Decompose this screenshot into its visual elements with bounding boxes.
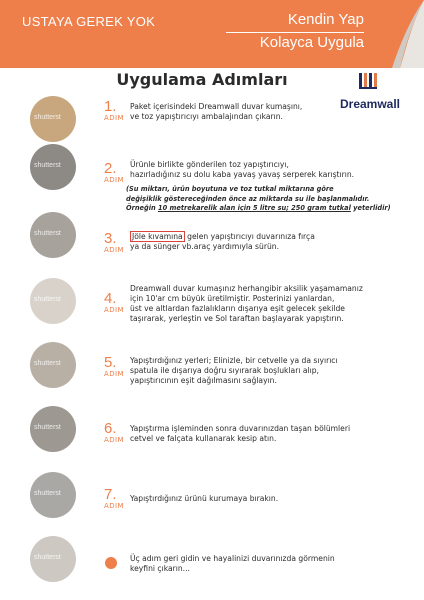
header-tagline: USTAYA GEREK YOK	[22, 14, 156, 29]
step-label: ADIM	[104, 246, 124, 254]
circle-icon	[104, 556, 118, 570]
step-4-photo: shutterst	[30, 278, 76, 324]
step-label: ADIM	[104, 436, 124, 444]
slogan-line-1: Kendin Yap	[226, 10, 364, 33]
step-number: 1.	[104, 98, 117, 115]
final-step-photo: shutterst	[30, 536, 76, 582]
step-2-photo: shutterst	[30, 144, 76, 190]
step-label: ADIM	[104, 176, 124, 184]
step-number: 2.	[104, 160, 117, 177]
highlighted-phrase: Jöle kıvamına	[132, 232, 183, 241]
step-number: 6.	[104, 420, 117, 437]
page-curl-icon	[370, 0, 424, 68]
step-number: 3.	[104, 230, 117, 247]
step-text: Jöle kıvamına gelen yapıştırıcıyı duvarınıza fırça ya da sünger vb.araç yardımıyla sürün.	[130, 232, 315, 251]
step-number: 4.	[104, 290, 117, 307]
header-banner	[0, 0, 424, 68]
step-2-note: (Su miktarı, ürün boyutuna ve toz tutkal miktarına göre değişiklik göstereceğinden önce az miktarda su ile başlanmalıdır. Örneğin 10 metrekarelik alan için 5 litre su; 250 gram tutkal yeterlidir)	[126, 185, 391, 213]
step-text: Üç adım geri gidin ve hayalinizi duvarınızda görmenin keyfini çıkarın...	[130, 554, 335, 573]
header-slogan	[226, 10, 364, 53]
step-text: Yapıştırdığınız yerleri; Elinizle, bir cetvelle ya da sıyırıcı spatula ile dışarıya doğru sıyırarak boşlukları alıp, yapıştırıcının eşit dağılmasını sağlayın.	[130, 356, 338, 385]
logo-brand-name: Dreamwall	[339, 97, 401, 111]
step-6-photo: shutterst	[30, 406, 76, 452]
step-number: 7.	[104, 486, 117, 503]
step-label: ADIM	[104, 114, 124, 122]
step-7-photo: shutterst	[30, 472, 76, 518]
step-text: Ürünle birlikte gönderilen toz yapıştırıcıyı, hazırladığınız su dolu kaba yavaş yavaş serperek karıştırın.	[130, 160, 355, 179]
step-5-photo: shutterst	[30, 342, 76, 388]
step-number: 5.	[104, 354, 117, 371]
step-label: ADIM	[104, 370, 124, 378]
step-text: Dreamwall duvar kumaşınız herhangibir aksilik yaşamamanız için 10'ar cm büyük üretilmiştir. Posterinizi yanlardan, üst ve altlardan fazlalıkların dışarıya eşit gelecek şekilde taşırarak, yerleştin ve Sol taraftan başlayarak yapıştırın.	[130, 284, 363, 323]
page-title: Uygulama Adımları	[116, 70, 288, 89]
step-text: Yapıştırdığınız ürünü kurumaya bırakın.	[130, 494, 279, 503]
step-label: ADIM	[104, 502, 124, 510]
step-text: Paket içerisindeki Dreamwall duvar kumaşını, ve toz yapıştırıcıyı ambalajından çıkarın.	[130, 102, 303, 121]
slogan-line-2: Kolayca Uygula	[259, 34, 364, 51]
step-3-photo: shutterst	[30, 212, 76, 258]
step-text: Yapıştırma işleminden sonra duvarınızdan taşan bölümleri cetvel ve falçata kullanarak kesip atın.	[130, 424, 351, 443]
step-1-photo: shutterst	[30, 96, 76, 142]
step-label: ADIM	[104, 306, 124, 314]
dreamwall-logo-icon	[357, 70, 383, 92]
